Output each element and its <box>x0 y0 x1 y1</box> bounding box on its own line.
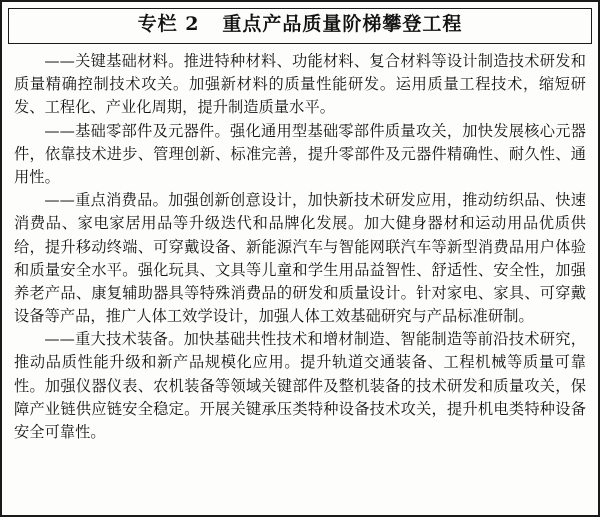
paragraph-major-equipment: ——重大技术装备。加快基础共性技术和增材制造、智能制造等前沿技术研究，推动品质性能升级和新产品规模化应用。提升轨道交通装备、工程机械等质量可靠性。加强仪器仪表、农机装备等领域关键部件及整机装备的技术研发和质量攻关，保障产业链供应链安全稳定。开展关键承压类特种设备技术攻关，提升机电类特种设备安全可靠性。 <box>14 330 586 441</box>
document-body <box>2 44 598 449</box>
page-title: 专栏 2 重点产品质量阶梯攀登工程 <box>137 13 463 35</box>
paragraph-basic-components: ——基础零部件及元器件。强化通用型基础零部件质量攻关，加快发展核心元器件，依靠技术进步、管理创新、标准完善，提升零部件及元器件精确性、耐久性、通用性。 <box>14 121 586 186</box>
title-banner <box>8 8 592 44</box>
paragraph-consumer-goods: ——重点消费品。加强创新创意设计，加快新技术研发应用，推动纺织品、快速消费品、家电家居用品等升级迭代和品牌化发展。加大健身器材和运动用品优质供给，提升移动终端、可穿戴设备、新能源汽车与智能网联汽车等新型消费品用户体验和质量安全水平。强化玩具、文具等儿童和学生用品益智性、舒适性、安全性，加强养老产品、康复辅助器具等特殊消费品的研发和质量设计。针对家电、家具、可穿戴设备等产品，推广人体工效学设计，加强人体工效基础研究与产品标准研制。 <box>14 191 586 325</box>
paragraph-key-materials: ——关键基础材料。推进特种材料、功能材料、复合材料等设计制造技术研发和质量精确控制技术攻关。加强新材料的质量性能研发。运用质量工程技术，缩短研发、工程化、产业化周期，提升制造质量水平。 <box>14 51 586 116</box>
